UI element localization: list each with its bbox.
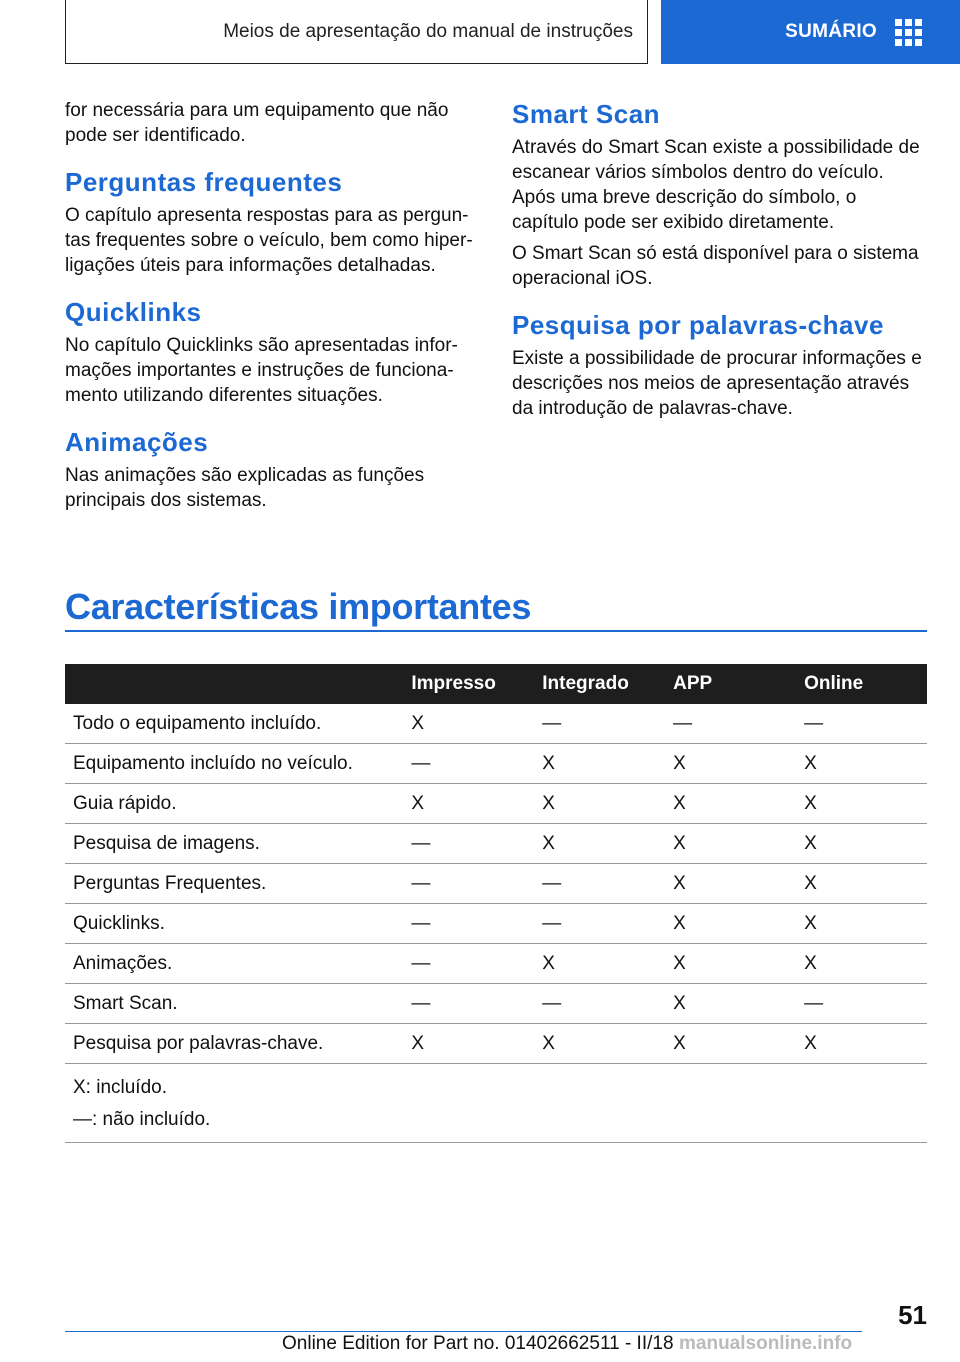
- table-row: [65, 1024, 927, 1064]
- section-text: O capítulo apresenta respostas para as perguntas frequentes sobre o veículo, bem como hiperligações úteis para informações detalhadas.: [65, 205, 473, 276]
- table-cell: X: [665, 944, 796, 984]
- table-cell: X: [796, 864, 927, 904]
- legend-included: X: incluído.: [73, 1077, 167, 1098]
- table-cell: Guia rápido.: [65, 784, 403, 824]
- section-text: O Smart Scan só está disponível para o sistema operacional iOS.: [512, 243, 919, 289]
- column-header: Impresso: [403, 664, 534, 704]
- table-cell: Animações.: [65, 944, 403, 984]
- section-animacoes: [65, 426, 479, 513]
- column-header: [65, 664, 403, 704]
- table-cell: —: [534, 984, 665, 1024]
- table-header-row: [65, 664, 927, 704]
- table-row: [65, 904, 927, 944]
- table-cell: X: [796, 1024, 927, 1064]
- grid-icon: [895, 19, 922, 46]
- table-cell: X: [796, 824, 927, 864]
- table-cell: X: [665, 984, 796, 1024]
- section-text: No capítulo Quicklinks são apresentadas informações importantes e instruções de funcionamento utilizando diferentes situações.: [65, 335, 458, 406]
- column-header: Integrado: [534, 664, 665, 704]
- table-cell: —: [403, 824, 534, 864]
- section-keyword-search: [512, 309, 926, 421]
- table-cell: X: [665, 904, 796, 944]
- section-heading: Smart Scan: [512, 99, 661, 129]
- table-cell: X: [534, 824, 665, 864]
- table-cell: X: [796, 784, 927, 824]
- table-cell: X: [403, 1024, 534, 1064]
- section-heading: Pesquisa por palavras-chave: [512, 310, 884, 340]
- table-cell: X: [665, 784, 796, 824]
- table-cell: Equipamento incluído no veículo.: [65, 744, 403, 784]
- section-smart-scan: [512, 98, 926, 291]
- legend-not-included: —: não incluído.: [73, 1109, 211, 1130]
- section-heading: Quicklinks: [65, 297, 202, 327]
- table-row: [65, 864, 927, 904]
- header-title-box: [65, 0, 648, 64]
- left-column: [65, 98, 479, 531]
- watermark: manualsonline.info: [679, 1333, 853, 1354]
- table-cell: X: [796, 944, 927, 984]
- table-legend-row: [65, 1064, 927, 1143]
- table-cell: —: [534, 704, 665, 744]
- table-row: [65, 984, 927, 1024]
- table-cell: —: [403, 984, 534, 1024]
- intro-paragraph: for necessária para um equipamento que não pode ser identificado.: [65, 100, 449, 146]
- table-cell: —: [534, 904, 665, 944]
- table-cell: X: [665, 824, 796, 864]
- section-text: Nas animações são explicadas as funções principais dos sistemas.: [65, 465, 425, 511]
- section-text: Através do Smart Scan existe a possibilidade de escanear vários símbolos dentro do veículo. Após uma breve descrição do símbolo, o capítulo pode ser exibido diretamente.: [512, 137, 920, 233]
- table-cell: X: [403, 784, 534, 824]
- section-text: Existe a possibilidade de procurar informações e descrições nos meios de apresentação através da introdução de palavras-chave.: [512, 348, 922, 419]
- table-cell: Quicklinks.: [65, 904, 403, 944]
- table-cell: X: [665, 744, 796, 784]
- table-cell: —: [534, 864, 665, 904]
- table-row: [65, 824, 927, 864]
- table-cell: X: [796, 904, 927, 944]
- section-heading: Perguntas frequentes: [65, 167, 343, 197]
- table-row: [65, 944, 927, 984]
- contents-label: SUMÁRIO: [785, 21, 877, 42]
- right-column: [512, 98, 926, 439]
- section-perguntas: [65, 166, 479, 278]
- table-row: [65, 784, 927, 824]
- table-cell: —: [403, 944, 534, 984]
- table-cell: —: [403, 744, 534, 784]
- table-cell: X: [665, 1024, 796, 1064]
- table-cell: Perguntas Frequentes.: [65, 864, 403, 904]
- page-number: 51: [898, 1300, 927, 1330]
- table-row: [65, 744, 927, 784]
- header-title: Meios de apresentação do manual de instruções: [223, 20, 633, 42]
- section-quicklinks: [65, 296, 479, 408]
- section-heading: Animações: [65, 427, 209, 457]
- table-cell: Smart Scan.: [65, 984, 403, 1024]
- table-cell: X: [534, 744, 665, 784]
- table-cell: —: [796, 704, 927, 744]
- column-header: Online: [796, 664, 927, 704]
- table-cell: —: [796, 984, 927, 1024]
- legend-cell: [65, 1064, 927, 1143]
- table-cell: —: [665, 704, 796, 744]
- table-cell: X: [403, 704, 534, 744]
- features-title: Características importantes: [65, 586, 532, 627]
- table-cell: X: [665, 864, 796, 904]
- table-cell: X: [534, 784, 665, 824]
- table-cell: —: [403, 864, 534, 904]
- title-rule: [65, 630, 927, 632]
- table-cell: X: [534, 944, 665, 984]
- table-row: [65, 704, 927, 744]
- features-table: [65, 664, 927, 1143]
- table-cell: Pesquisa de imagens.: [65, 824, 403, 864]
- footer-rule: [65, 1331, 862, 1332]
- footer-edition: Online Edition for Part no. 01402662511 - II/18: [282, 1333, 674, 1354]
- contents-button[interactable]: [661, 0, 960, 64]
- table-cell: X: [796, 744, 927, 784]
- table-cell: X: [534, 1024, 665, 1064]
- table-cell: —: [403, 904, 534, 944]
- column-header: APP: [665, 664, 796, 704]
- table-cell: Pesquisa por palavras-chave.: [65, 1024, 403, 1064]
- table-cell: Todo o equipamento incluído.: [65, 704, 403, 744]
